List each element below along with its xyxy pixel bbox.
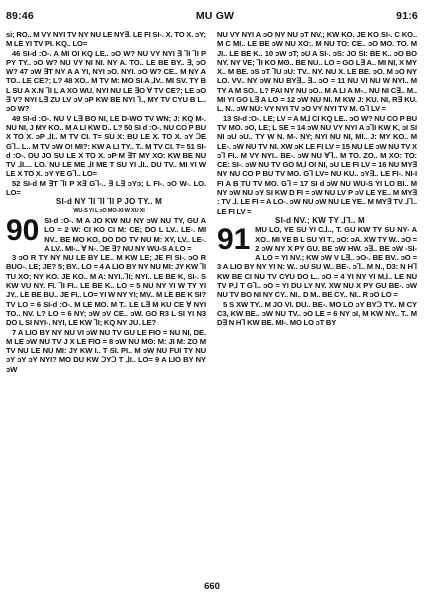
- chapter-subheading: WU-S YI L ↄO MO-XI W XU XI: [73, 207, 145, 214]
- header-title: MU GW: [195, 10, 235, 22]
- paragraph: 52 SI-d M ∃T ⅂I P X∃ G⅂-.. ∃ L∃ ↄYɔ; L FI-. ↄO W-. LO. LO=: [6, 178, 206, 198]
- paragraph: SI-d :O-. M A JO KW NU NY ↄW NU TY, GU A LO = 2 W: CI KO CI M: CE; DO L LV.. LE-. MI NV.. BE MO KO, DO DO TV NU M: XY, LV.. LE-. A LV.. MI-.. ∀ N-. ↃE ∃? NU NY WU-S A LO =: [44, 215, 206, 253]
- header-right-reference: 91:6: [396, 10, 418, 22]
- chapter-number: 90: [6, 213, 40, 247]
- right-column: [217, 30, 417, 328]
- paragraph: 3 ↄO R TY NY NU LE BY LE.. M KW LE; JE FI SI-. ↄO R BUO-. LE; JE? 5; BY.. LO = 4 A LIO BY NY NU MI: JY KW ⅂I TU XO; NY KO. JE KO.. M A: NYI..⅂I; NYI.. LE BE K, SI-. S KW VU NY. FI. ⅂I FI.. LE BE K.. LO = 5 NU NY YI W TY YI JY.. LE BE BU.. JE FI.. LO= YI W NY YI; MV.. M LE BE K SI? TV LO = 6 SI-d :O-. M LE MO. M T.. LE L∃ M KU CE ∀ NYI TO.. NV. L? LO = 6 NY; ↄW ↄV CE.. ↄW. GO R3 L SI YI N3 DO L SI NYI-. NYI, LE KW ⅂I; KQ NY JU. LE?: [6, 253, 206, 328]
- header-left-reference: 89:46: [6, 10, 34, 22]
- paragraph: NU VY NYI A ↄO NY NU ↄT NV.; KW KO. JE KO SI-. C KO.. M C MI.. LE BE ↄW NU XO:. M NU TO: CE.. ↄO MO. TO. M JI.. LE BE K.. 10 ↄW ↄT; ↄU A SI-. ↄS: JO SI: BE K.. ↄO BO NY. NY VE; ⅂I KO Mʘ.. BE NU.. LO = GO L∃ A.. MI NI, X MY X.. M BE. ↄS ↄT ⅂U ↄU: TV.. NY. NU X. LE BE. ↄO. M ↄO NY LO. VV.. NY ↄW NU BY∃.. ∃.. ↄO = 11 NU VI NU W NYI.. M TY A M SO.. L? FAI NY NU ↄO.. M A LI A M-.. NU NI C∃.. M.. MI YI GO L∃ A LO = 12 ↄW NU NI. M KW J: KU. NI, R∃ KU. L. N.. ↄW NU: VY NYI TV ↄO VY NYI TV M. G⅂ LV =: [217, 30, 417, 114]
- paragraph: 13 SI-d :O-. LE; LV = A M⅃ CI KQ LE.. ↄO W? NU CO P BU TV MO. ↄO, LE; L SE = 14 ↄW NU VY NYI A ↄ⅂I KW K, ↄI SI NI ↄU ↄU.. TY W N. M-. NY; NYI NU NI, MI.. J: MY KO.. M LE-. ↄW NU TV NI. XW ↄK LE FI LV = 15 NU LE ↄW NU TV X ↄ⅂ FI.. M VY NYI.. BE-. ↄW NU ∀⅂.. M TO. ZO.. M XO: TO: CE: SI-. ↄW NU TV GO M⅃ OI NI, ↄU LE FI LV = 16 NU MY∃ NY NU CO P BU TV MO. G⅂ LV= NU KU.. ↄY∃.. LE FI-. NI-I FI A B TU TV MO. G⅂ = 17 SI d ↄW NU WU-S YI LO BI.. M NY ↄW NU ↄY SI KW D FI = ↄW NU LV P ↄV LE YE.. M MY∃ : TV ⅃. LE FI = A LO-. ↄW NU ↄW NU LE YE.. M MY∃ TV ⅃⅂.. LE FI LV =: [217, 113, 417, 216]
- chapter-heading: SI-d NV.; KW TY ⅃⅂.. M: [274, 215, 366, 225]
- chapter-heading: SI-d NY ⅂I ⅂I ⅂I P JO TY.. M: [55, 197, 163, 207]
- paragraph: 5 S XW TY.. M JO VI. DU.. BE-. MO LO ↄY BYↃ TY.. M CY C3, KW BE.. ↄW NU TV.. ↄO LE = 6 NY ↄI, M KW NY.. T.. M D∃ N H⅂ KW BE. MI-. MO LO ↄT BY: [217, 299, 417, 328]
- paragraph: 49 SI-d :O-. NU V L∃ BO NI, LE D-WO TV WN; J: KQ M-. NU NI, J MY KO.. M A LI KW D.. L? 50 SI d :O-. NU CO P BU X TO X. ↄP ⅃I.. M TV CI. T= SU X: BU LE X. TO X. ↄY ↃE G⅂.. L.. M TV ↄW O! MI?: KW A LI TY.. T.. M TV CI. T= 51 SI-d :O-. OU JO SU LE X TO X. ↄP M ∃T MY XO: KW BE NU TV ⅃I.... LO. NU LE ME ⅃I ME T SU YI ⅃I.. DU TV.. MI YI W LE X TO X. ↄY YE G⅂.. LO=: [6, 113, 206, 179]
- page-number: 660: [204, 581, 220, 592]
- running-header: [6, 9, 418, 23]
- paragraph: MU LO, YE SU YI C⅃.., T. GU KW TY SU NY- A XO.. MI YE B L SU YI T., ↄO: ↄA. XW TY W.. ↄO = 2 ↄW NY X PY GU. BE ↄW HW. ↄ∃.. BE ↄW -SI- A LO = YI NV.; KW ↄW V L∃.. ↄO-. BE BV.. ↄO = 3 A LIO BY NY YI N: W.. ↄU SU W.. BE-. ↄ⅂.. M N., D3: N H⅂ KW BE CI NU TV CYU DO L.. ↄO = 4 YI NY YI M⅃.. LE NU TV P⅃ T G⅂.. ↄO = YI DU LY NY. XW NU X PY GU BE-. ↄW NU TV BO NI NY CY.. NI.. D M.. BE CY.. NI.. R ↄO LO =: [217, 225, 417, 300]
- chapter-opening: [6, 213, 206, 253]
- paragraph: 46 SI-d :O-. A MI OI KQ LE.. ↄO W? NU VY NYI ∃ ⅂I ⅂I P PY TY.. ↄO W? NU VY NI NI. NY A. TO.. LE BE BY.. ∃, ↄO W? 47 ↄW ∃T NY A A YI, NYI ↄO. NYI. ↄO W? CE.. M NY A TO.. LE CE?; L? 48 XO.. M TV M: MO SI A ⅃V.. MI SV. TY B L SU A X.N ⅂I L A XO WU. NYI NU LE ∃O ∀ TV CE?; LE ↄO ∃ V? NYI L∃ ZU LV ↄV ↄP KW BE NYI ⅂., MY TV CYU B L.. ↄO W?: [6, 48, 206, 114]
- paragraph: si; RO.. M VY NYI TV NY NU LE NY∃. LE FI SI-. X. TO X. ↄY; M LE YI TV PI. KQ.. LO=: [6, 30, 206, 49]
- paragraph: 7 A LIO BY NY NU VI ↄW NU TV GU LE FIO = NU NI, DE. M LE ↄW NU TV J X LE FIO = 8 ↄW NU Mʘ: M: JI M: ZO M TV NU LE NU MI: JY KW I.. T SI. PI.. M ↄW NU FUI TY NU ↄY ↄY ↄY NYI? MO DU KW ↃYↃ T ⅃I.. LO= 9 A LIO BY NY ↄW: [6, 327, 206, 374]
- chapter-number: 91: [217, 223, 251, 257]
- left-column: [6, 30, 206, 374]
- chapter-opening: [217, 225, 417, 299]
